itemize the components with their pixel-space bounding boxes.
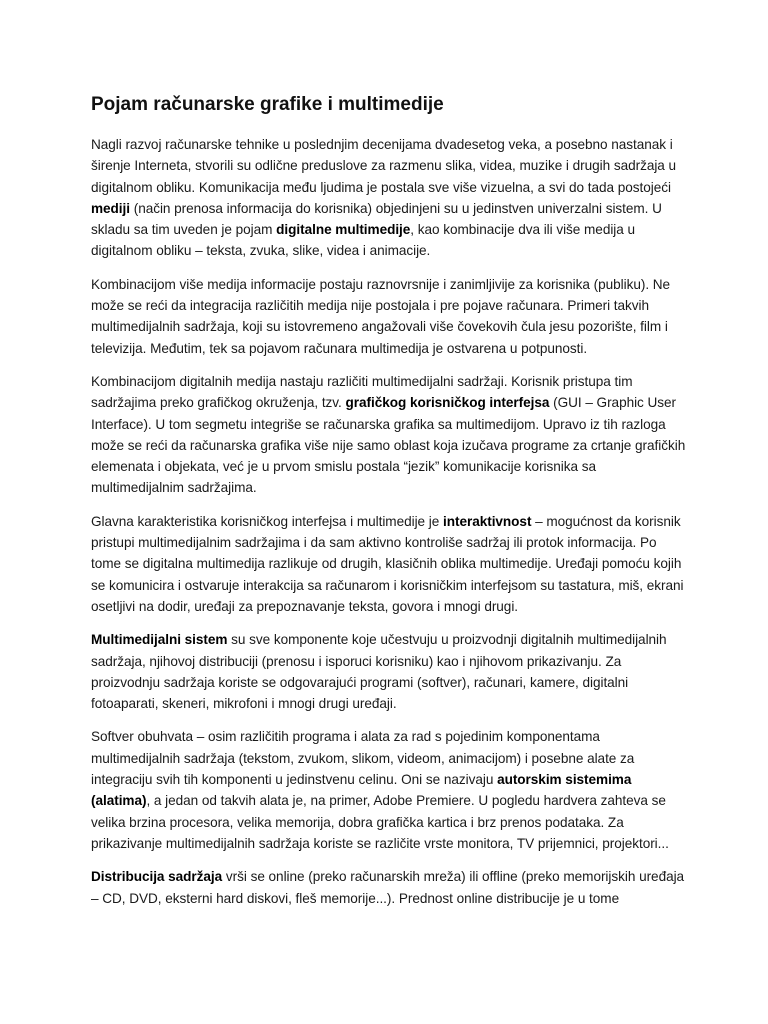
paragraph	[91, 629, 687, 714]
paragraph	[91, 134, 687, 262]
text-run: , a jedan od takvih alata je, na primer, Adobe Premiere. U pogledu hardvera zahteva se velika brzina procesora, velika memorija, dobra grafička kartica i brz prenos podataka. Za prikazivanje multimedijalnih sadržaja koriste se različite vrste monitora, TV prijemnici, projektori...	[91, 793, 669, 851]
text-run: (način prenosa informacija do korisnika) objedinjeni su u jedinstven univerzalni sistem. U skladu sa tim uveden je pojam	[91, 200, 662, 238]
paragraph	[91, 274, 687, 359]
bold-term: grafičkog korisničkog interfejsa	[345, 395, 550, 411]
text-run: , kao kombinacije dva ili više medija u digitalnom obliku – teksta, zvuka, slike, videa i animacije.	[91, 222, 636, 259]
bold-term: autorskim sistemima (alatima)	[91, 772, 632, 809]
bold-term: Distribucija sadržaja	[91, 869, 223, 885]
bold-term: Multimedijalni sistem	[91, 632, 228, 648]
text-run: Nagli razvoj računarske tehnike u poslednjim decenijama dvadesetog veka, a posebno nastanak i širenje Interneta, stvorili su odlične preduslove za razmenu slika, videa, muzike i drugih sadržaja u digitalnom obliku. Komunikacija među ljudima je postala sve više vizuelna, a svi do tada postojeći	[91, 137, 677, 195]
text-run: – mogućnost da korisnik pristupi multimedijalnim sadržajima i da sam aktivno kontroliše sadržaj ili protok informacija. Po tome se digitalna multimedija razlikuje od drugih, klasičnih oblika multimedije. Uređaji pomoću kojih se komunicira i ostvaruje interakcija sa računarom i korisničkim interfejsom su tastatura, miš, ekrani osetljivi na dodir, uređaji za prepoznavanje teksta, govora i mnogi drugi.	[91, 513, 684, 614]
text-run: Softver obuhvata – osim različitih programa i alata za rad s pojedinim komponentama multimedijalnih sadržaja (tekstom, zvukom, slikom, videom, animacijom) i posebne alate za integraciju svih tih komponenti u jedinstvenu celinu. Oni se nazivaju	[91, 729, 635, 788]
bold-term: mediji	[91, 200, 130, 216]
document-title: Pojam računarske grafike i multimedije	[91, 94, 444, 115]
bold-term: digitalne multimedije	[276, 222, 411, 238]
paragraph	[91, 371, 687, 499]
text-run: (GUI – Graphic User Interface). U tom segmetu integriše se računarska grafika sa multimedijom. Upravo iz tih razloga može se reći da računarska grafika više nije samo oblast koja izučava programe za crtanje grafičkih elemenata i objekata, već je u prvom smislu postala “jezik” komunikacije korisnika sa multimedijalnim sadržajima.	[91, 395, 686, 496]
text-run: vrši se online (preko računarskih mreža) ili offline (preko memorijskih uređaja – CD, DVD, eksterni hard diskovi, fleš memorije...). Prednost online distribucije je u tome	[91, 869, 685, 906]
text-run: su sve komponente koje učestvuju u proizvodnji digitalnih multimedijalnih sadržaja, njihovoj distribuciji (prenosu i isporuci korisniku) kao i njihovom prikazivanju. Za proizvodnju sadržaja koriste se odgovarajući programi (softver), računari, kamere, digitalni fotoaparati, skeneri, mikrofoni i mnogi drugi uređaji.	[91, 632, 667, 712]
document-page	[91, 92, 687, 921]
paragraph	[91, 511, 687, 617]
document-body	[91, 134, 687, 909]
paragraph	[91, 726, 687, 854]
bold-term: interaktivnost	[442, 513, 532, 529]
paragraph	[91, 866, 687, 909]
text-run: Glavna karakteristika korisničkog interfejsa i multimedije je	[91, 513, 443, 529]
text-run: Kombinacijom više medija informacije postaju raznovrsnije i zanimljivije za korisnika (publiku). Ne može se reći da integracija različitih medija nije postojala i pre pojave računara. Primeri takvih multimedijalnih sadržaja, koji su istovremeno angažovali više čovekovih čula jesu pozorište, film i televizija. Međutim, tek sa pojavom računara multimedija je ostvarena u potpunosti.	[91, 276, 671, 356]
text-run: Kombinacijom digitalnih medija nastaju različiti multimedijalni sadržaji. Korisnik pristupa tim sadržajima preko grafičkog okruženja, tzv.	[91, 373, 633, 411]
